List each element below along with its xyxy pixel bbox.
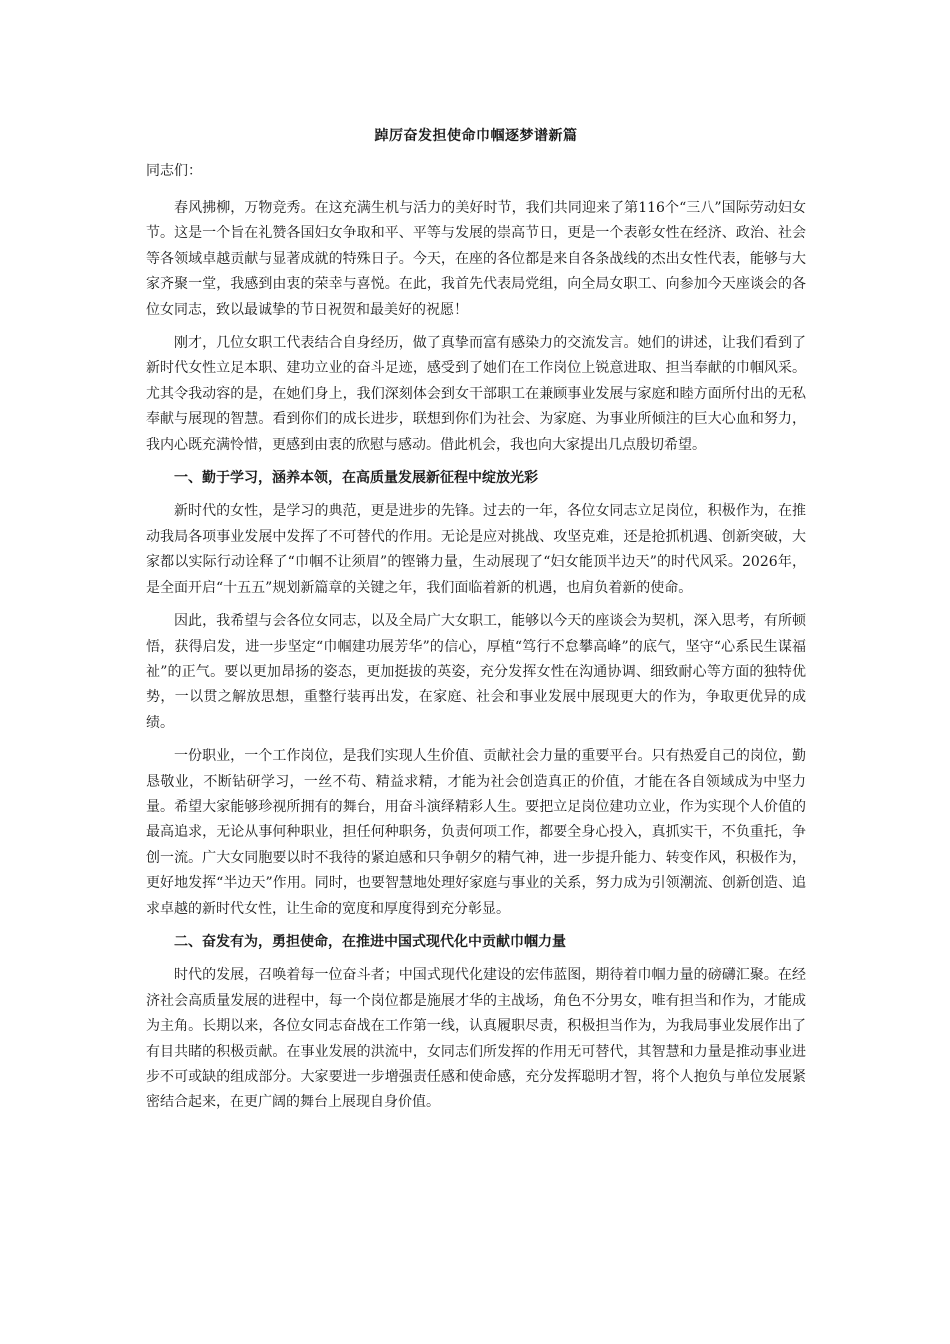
- paragraph: 刚才，几位女职工代表结合自身经历，做了真挚而富有感染力的交流发言。她们的讲述，让我们看到了新时代女性立足本职、建功立业的奋斗足迹，感受到了她们在工作岗位上锐意进取、担当奉献的巾帼风采。尤其令我动容的是，在她们身上，我们深刻体会到女干部职工在兼顾事业发展与家庭和睦方面所付出的无私奉献与展现的智慧。看到你们的成长进步，联想到你们为社会、为家庭、为事业所倾注的巨大心血和努力，我内心既充满怜惜，更感到由衷的欣慰与感动。借此机会，我也向大家提出几点殷切希望。: [146, 335, 806, 453]
- paragraph: 因此，我希望与会各位女同志，以及全局广大女职工，能够以今天的座谈会为契机，深入思考，有所顿悟，获得启发，进一步坚定“巾帼建功展芳华”的信心，厚植“笃行不怠攀高峰”的底气，坚守“心系民生谋福祉”的正气。要以更加昂扬的姿态，更加挺拔的英姿，充分发挥女性在沟通协调、细致耐心等方面的独特优势，一以贯之解放思想，重整行装再出发，在家庭、社会和事业发展中展现更大的作为，争取更优异的成绩。: [146, 613, 806, 731]
- document-title: 踔厉奋发担使命巾帼逐梦谱新篇: [374, 128, 578, 144]
- paragraph: 时代的发展，召唤着每一位奋斗者；中国式现代化建设的宏伟蓝图，期待着巾帼力量的磅礴汇聚。在经济社会高质量发展的进程中，每一个岗位都是施展才华的主战场，角色不分男女，唯有担当和作为，才能成为主角。长期以来，各位女同志奋战在工作第一线，认真履职尽责，积极担当作为，为我局事业发展作出了有目共睹的积极贡献。在事业发展的洪流中，女同志们所发挥的作用无可替代，其智慧和力量是推动事业进步不可或缺的组成部分。大家要进一步增强责任感和使命感，充分发挥聪明才智，将个人抱负与单位发展紧密结合起来，在更广阔的舞台上展现自身价值。: [146, 967, 806, 1111]
- section-heading: 一、勤于学习，涵养本领，在高质量发展新征程中绽放光彩: [174, 470, 538, 487]
- salutation: 同志们：: [146, 163, 202, 179]
- paragraph: 一份职业，一个工作岗位，是我们实现人生价值、贡献社会力量的重要平台。只有热爱自己的岗位，勤恳敬业，不断钻研学习，一丝不苟、精益求精，才能为社会创造真正的价值，才能在各自领域成为中坚力量。希望大家能够珍视所拥有的舞台，用奋斗演绎精彩人生。要把立足岗位建功立业，作为实现个人价值的最高追求，无论从事何种职业，担任何种职务，负责何项工作，都要全身心投入，真抓实干，不负重托，争创一流。广大女同胞要以时不我待的紧迫感和只争朝夕的精气神，进一步提升能力、转变作风，积极作为，更好地发挥“半边天”作用。同时，也要智慧地处理好家庭与事业的关系，努力成为引领潮流、创新创造、追求卓越的新时代女性，让生命的宽度和厚度得到充分彰显。: [146, 748, 806, 917]
- section-heading: 二、奋发有为，勇担使命，在推进中国式现代化中贡献巾帼力量: [174, 933, 566, 950]
- paragraph: 新时代的女性，是学习的典范，更是进步的先锋。过去的一年，各位女同志立足岗位，积极作为，在推动我局各项事业发展中发挥了不可替代的作用。无论是应对挑战、攻坚克难，还是抢抓机遇、创新突破，大家都以实际行动诠释了“巾帼不让须眉”的铿锵力量，生动展现了“妇女能顶半边天”的时代风采。2026年，是全面开启“十五五”规划新篇章的关键之年，我们面临着新的机遇，也肩负着新的使命。: [146, 503, 806, 596]
- paragraph: 春风拂柳，万物竞秀。在这充满生机与活力的美好时节，我们共同迎来了第116个“三八”国际劳动妇女节。这是一个旨在礼赞各国妇女争取和平、平等与发展的崇高节日，更是一个表彰女性在经济、政治、社会等各领域卓越贡献与显著成就的特殊日子。今天，在座的各位都是来自各条战线的杰出女性代表，能够与大家齐聚一堂，我感到由衷的荣幸与喜悦。在此，我首先代表局党组，向全局女职工、向参加今天座谈会的各位女同志，致以最诚挚的节日祝贺和最美好的祝愿！: [146, 200, 806, 318]
- document-body: [146, 196, 806, 1124]
